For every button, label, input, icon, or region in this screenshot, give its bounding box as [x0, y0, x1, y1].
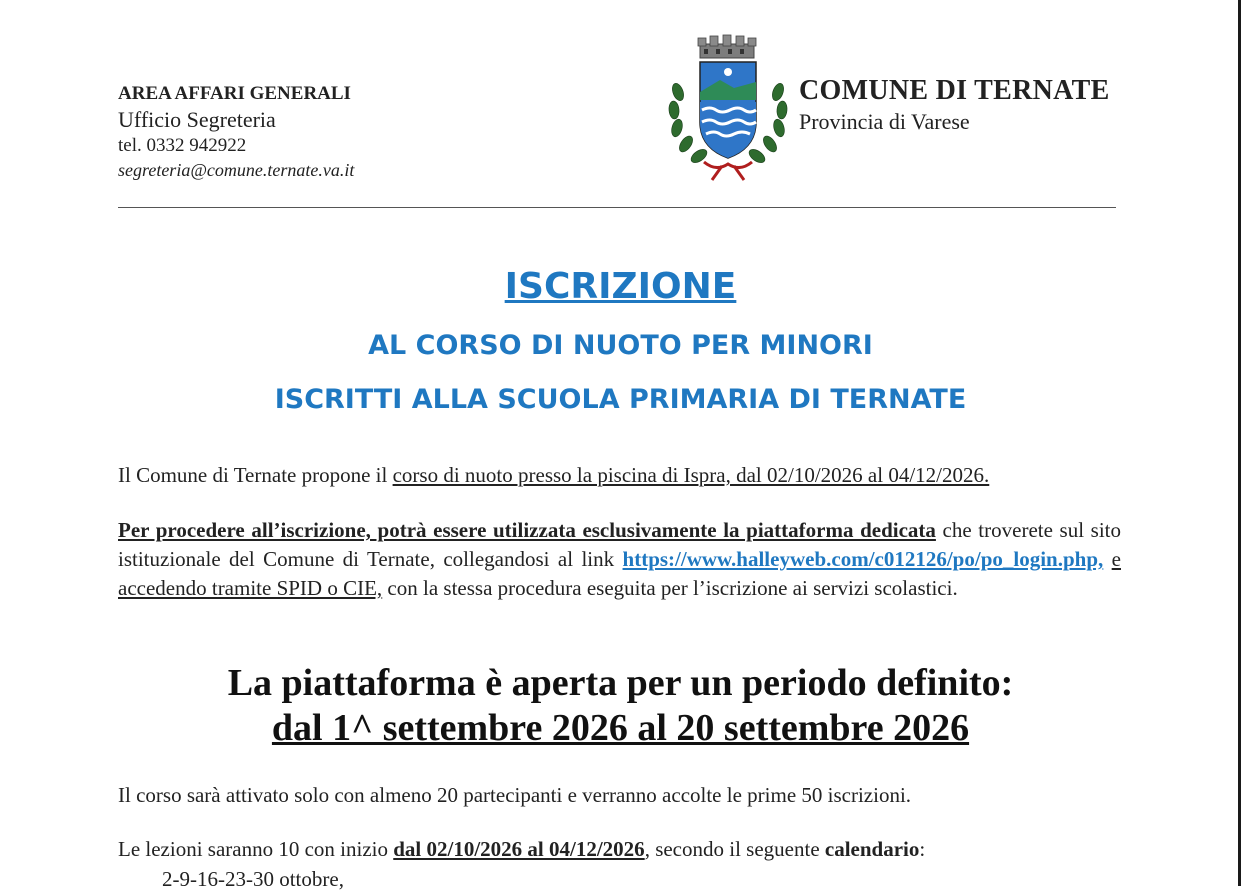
procedure-text-3: con la stessa procedura eseguita per l’iscrizione ai servizi scolastici.: [382, 576, 958, 600]
crown-icon: [698, 35, 756, 58]
document-title: ISCRIZIONE: [504, 266, 737, 307]
procedure-text-1: che troverete sul sito istituzionale del Comune di Ternate, collegandosi al link: [118, 518, 1122, 571]
lessons-prefix: Le lezioni saranno 10 con inizio: [118, 837, 394, 861]
shield-icon: [700, 62, 756, 158]
header-divider: [118, 207, 1116, 208]
calendar-first-line: 2-9-16-23-30 ottobre,: [162, 867, 344, 891]
intro-paragraph: [118, 461, 1121, 490]
lessons-middle: , secondo il seguente: [644, 837, 825, 861]
area-title: AREA AFFARI GENERALI: [118, 83, 351, 104]
coat-of-arms-logo: [664, 30, 792, 186]
course-info: corso di nuoto presso la piscina di Ispra, dal 02/10/2026 al 04/12/2026.: [392, 463, 990, 487]
email-address[interactable]: segreteria@comune.ternate.va.it: [118, 160, 355, 180]
access-method: e accedendo tramite SPID o CIE,: [118, 547, 1121, 600]
procedure-paragraph: [118, 516, 1121, 603]
municipality-info: [799, 74, 1110, 136]
lessons-paragraph: [118, 835, 1121, 864]
document-subtitle-1: AL CORSO DI NUOTO PER MINORI: [368, 330, 873, 361]
procedure-bold: Per procedere all’iscrizione, potrà essere utilizzata esclusivamente la piattaforma dedicata: [118, 518, 936, 542]
procedure-text-2: [1103, 547, 1111, 571]
lessons-calendar: calendario: [824, 837, 920, 861]
period-heading: La piattaforma è aperta per un periodo definito:: [227, 662, 1014, 704]
office-name: Ufficio Segreteria: [118, 107, 276, 132]
lessons-dates: dal 02/10/2026 al 04/12/2026: [393, 837, 645, 861]
login-link[interactable]: https://www.halleyweb.com/c012126/po/po_login.php,: [622, 547, 1104, 571]
period-dates: dal 1^ settembre 2026 al 20 settembre 2026: [271, 707, 970, 749]
lessons-suffix: :: [919, 837, 926, 861]
document-subtitle-2: ISCRITTI ALLA SCUOLA PRIMARIA DI TERNATE: [274, 384, 967, 415]
ribbon-icon: [704, 162, 752, 180]
phone-number: tel. 0332 942922: [118, 135, 247, 156]
province-name: Provincia di Varese: [799, 109, 970, 134]
intro-prefix: Il Comune di Ternate propone il: [118, 463, 393, 487]
activation-paragraph: Il corso sarà attivato solo con almeno 20 partecipanti e verranno accolte le prime 50 iscrizioni.: [118, 783, 912, 807]
office-info: [118, 82, 354, 182]
municipality-name: COMUNE DI TERNATE: [799, 75, 1110, 106]
